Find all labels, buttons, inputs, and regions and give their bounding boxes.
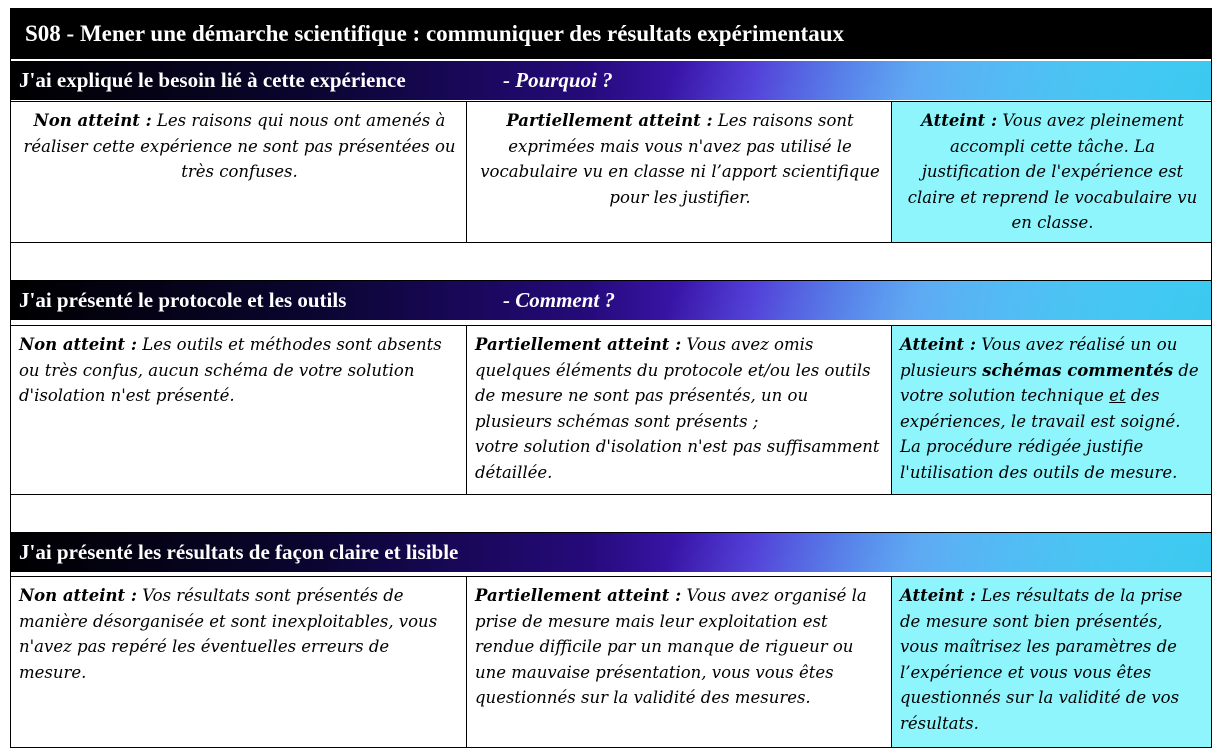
level-label: Partiellement atteint :	[475, 335, 682, 354]
level-text: Les raisons qui nous ont amenés à réaliser cette expérience ne sont pas présentées ou très confuses.	[23, 111, 456, 181]
cell-atteint	[892, 577, 1211, 747]
spacer-row	[11, 495, 1211, 533]
level-text: Les outils et méthodes sont absents ou très confus, aucun schéma de votre solution d'isolation n'est présenté.	[19, 335, 442, 405]
level-label: Atteint :	[900, 335, 976, 354]
level-text: Vos résultats sont présentés de manière désorganisée et sont inexploitables, vous n'avez pas repéré les éventuelles erreurs de mesure.	[19, 586, 438, 682]
level-label: Atteint :	[900, 586, 976, 605]
cell-atteint	[892, 102, 1211, 242]
cell-non-atteint	[11, 577, 467, 747]
level-text: de votre solution technique	[900, 360, 1199, 405]
section-title: J'ai présenté le protocole et les outils	[19, 288, 347, 312]
level-text: Vous avez organisé la prise de mesure mais leur exploitation est rendue difficile par un manque de rigueur ou une mauvaise présentation, vous vous êtes questionnés sur la validité des mesures.	[475, 586, 867, 707]
level-text: Vous avez pleinement accompli cette tâche. La justification de l'expérience est claire et reprend le vocabulaire vu en classe.	[907, 111, 1198, 232]
level-label: Atteint :	[921, 111, 998, 130]
cell-non-atteint	[11, 326, 467, 494]
criteria-row-besoin	[11, 101, 1211, 243]
cell-atteint	[892, 326, 1211, 494]
cell-partiellement-atteint	[467, 102, 892, 242]
criteria-row-resultats	[11, 576, 1211, 748]
section-question: - Pourquoi ?	[503, 68, 613, 92]
cell-partiellement-atteint	[467, 577, 892, 747]
section-title: J'ai présenté les résultats de façon claire et lisible	[19, 540, 459, 564]
level-text: La procédure rédigée justifie l'utilisation des outils de mesure.	[900, 437, 1178, 482]
level-underline: et	[1109, 386, 1126, 405]
level-text: Vous avez omis quelques éléments du protocole et/ou les outils de mesure ne sont pas présentés, un ou plusieurs schémas sont présents ;	[475, 335, 871, 431]
page-title: S08 - Mener une démarche scientifique : communiquer des résultats expérimentaux	[11, 9, 1211, 59]
level-label: Partiellement atteint :	[475, 586, 682, 605]
section-title: J'ai expliqué le besoin lié à cette expérience	[19, 68, 406, 92]
section-header-protocole	[11, 281, 1211, 320]
section-header-besoin	[11, 61, 1211, 100]
level-label: Non atteint :	[33, 111, 152, 130]
criteria-row-protocole	[11, 325, 1211, 495]
spacer-row	[11, 243, 1211, 281]
level-text: Les résultats de la prise de mesure sont bien présentés, vous maîtrisez les paramètres de l’expérience et vous vous êtes questionnés sur la validité de vos résultats.	[900, 586, 1183, 733]
level-emphasis: schémas commentés	[982, 360, 1174, 380]
section-header-resultats	[11, 533, 1211, 572]
cell-partiellement-atteint	[467, 326, 892, 494]
section-question: - Comment ?	[503, 288, 616, 312]
rubric-document	[10, 8, 1212, 748]
level-label: Partiellement atteint :	[506, 111, 713, 130]
level-text: votre solution d'isolation n'est pas suffisamment détaillée.	[475, 437, 880, 482]
level-label: Non atteint :	[19, 335, 137, 354]
level-text: des expériences, le travail est soigné.	[900, 386, 1181, 431]
cell-non-atteint	[11, 102, 467, 242]
level-text: Les raisons sont exprimées mais vous n'avez pas utilisé le vocabulaire vu en classe ni l’apport scientifique pour les justifier.	[480, 111, 880, 207]
level-label: Non atteint :	[19, 586, 137, 605]
level-text: Vous avez réalisé un ou plusieurs	[900, 335, 1178, 380]
